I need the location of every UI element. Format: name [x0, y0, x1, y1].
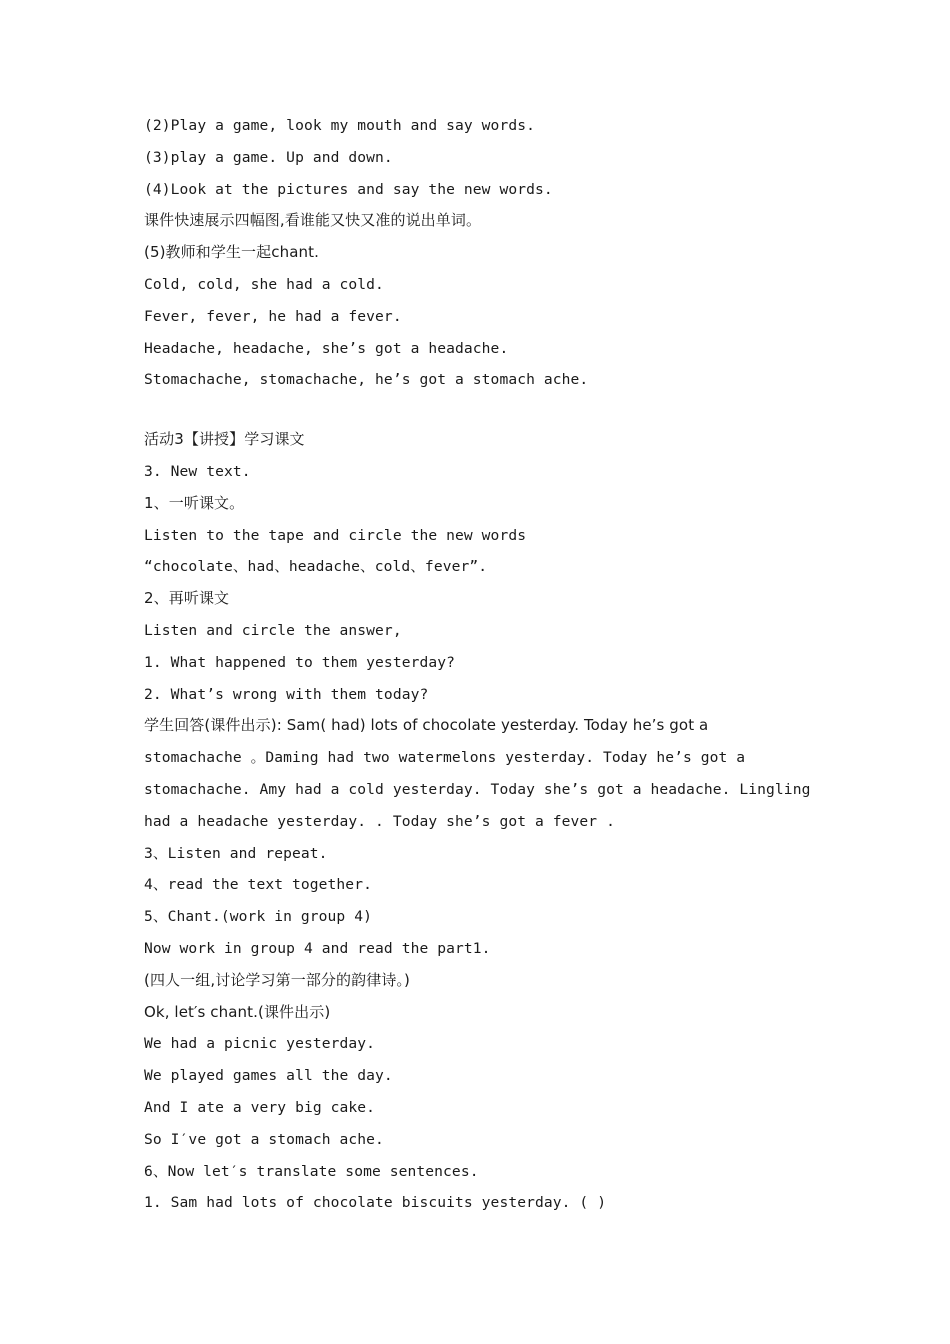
text-line: We had a picnic yesterday.: [144, 1035, 376, 1053]
text-line: 2. What’s wrong with them today?: [144, 685, 429, 703]
text-line: Headache, headache, she’s got a headache.: [144, 339, 509, 357]
text-line: 5、Chant.(work in group 4): [144, 908, 372, 926]
section-gap: [144, 396, 804, 424]
text-line: 课件快速展示四幅图,看谁能又快又准的说出单词。: [144, 211, 482, 230]
text-line: 6、Now let′s translate some sentences.: [144, 1162, 479, 1180]
activity-3-block: [144, 424, 811, 1219]
text-line: (5)教师和学生一起chant.: [144, 243, 319, 262]
text-line: “chocolate、had、headache、cold、fever”.: [144, 558, 488, 576]
text-line: Listen to the tape and circle the new words: [144, 526, 527, 544]
text-line: We played games all the day.: [144, 1067, 393, 1085]
text-line: 3、Listen and repeat.: [144, 844, 328, 862]
text-line: And I ate a very big cake.: [144, 1098, 376, 1116]
text-line: (四人一组,讨论学习第一部分的韵律诗。): [144, 970, 410, 989]
text-line: Listen and circle the answer,: [144, 621, 402, 639]
text-line: stomachache. Amy had a cold yesterday. Today she’s got a headache. Lingling: [144, 780, 811, 798]
text-line: had a headache yesterday. . Today she’s got a fever .: [144, 812, 615, 830]
text-line: 4、read the text together.: [144, 876, 372, 894]
text-line: (4)Look at the pictures and say the new words.: [144, 180, 553, 198]
text-line: 3. New text.: [144, 462, 251, 480]
text-line: Cold, cold, she had a cold.: [144, 275, 384, 293]
text-line: 学生回答(课件出示): Sam( had) lots of chocolate yesterday. Today he’s got a: [144, 716, 709, 735]
text-line: 1. Sam had lots of chocolate biscuits yesterday. ( ): [144, 1194, 607, 1212]
text-line: (2)Play a game, look my mouth and say words.: [144, 117, 535, 134]
text-line: 1、一听课文。: [144, 493, 245, 512]
text-line: Fever, fever, he had a fever.: [144, 307, 402, 325]
text-line: 2、再听课文: [144, 589, 230, 608]
text-line: Ok, let′s chant.(课件出示): [144, 1002, 331, 1021]
text-line: Now work in group 4 and read the part1.: [144, 939, 491, 957]
activity-steps-block: [144, 110, 804, 396]
text-line: So I′ve got a stomach ache.: [144, 1130, 384, 1148]
document-body: [144, 110, 811, 1219]
text-line: (3)play a game. Up and down.: [144, 148, 393, 166]
text-line: 活动3【讲授】学习课文: [144, 430, 305, 449]
text-line: stomachache 。Daming had two watermelons yesterday. Today he’s got a: [144, 749, 746, 767]
text-line: 1. What happened to them yesterday?: [144, 653, 456, 671]
text-line: Stomachache, stomachache, he’s got a stomach ache.: [144, 371, 589, 389]
